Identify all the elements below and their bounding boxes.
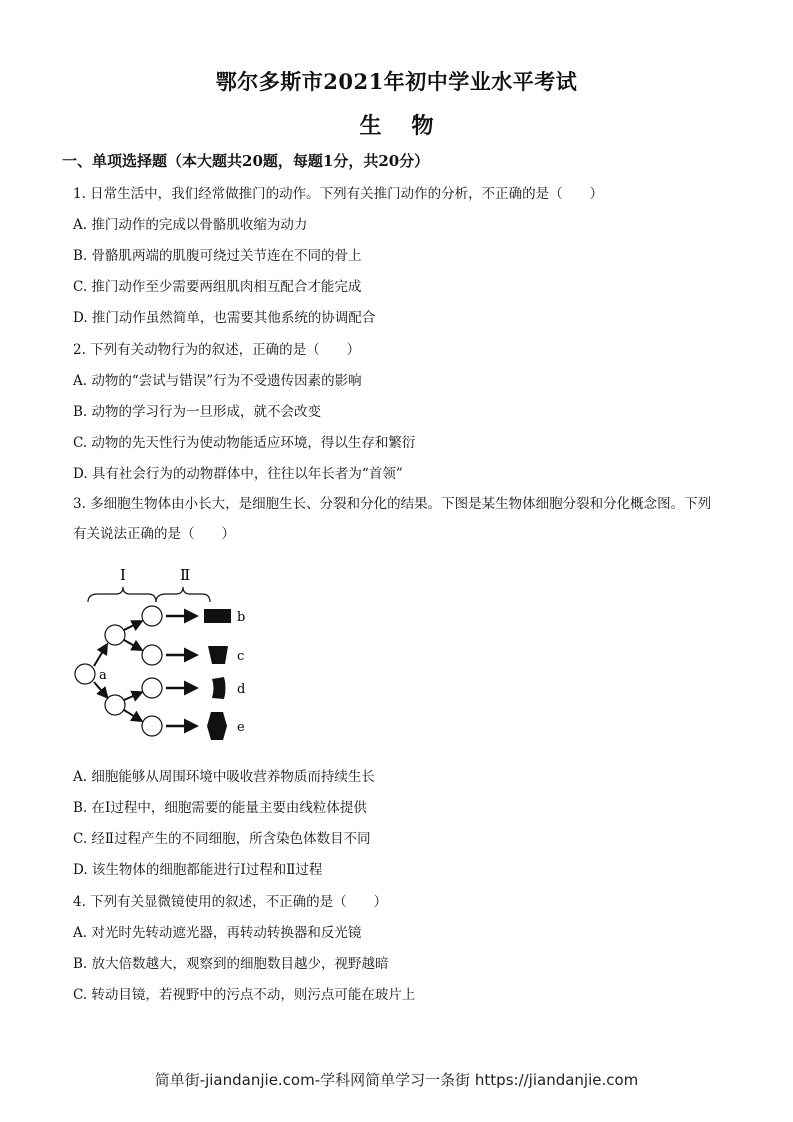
cell-4 xyxy=(142,716,162,736)
q2-option-c: C. 动物的先天性行为使动物能适应环境，得以生存和繁衍 xyxy=(73,435,416,451)
cell-upper xyxy=(105,625,125,645)
q2-option-a: A. 动物的“尝试与错误”行为不受遗传因素的影响 xyxy=(73,373,362,389)
exam-title: 鄂尔多斯市2021年初中学业水平考试 xyxy=(215,69,578,94)
q4-option-c: C. 转动目镜，若视野中的污点不动，则污点可能在玻片上 xyxy=(73,987,416,1003)
cell-a xyxy=(75,664,95,684)
cell-3 xyxy=(142,678,162,698)
label-I: Ⅰ xyxy=(120,566,126,584)
q3-option-d: D. 该生物体的细胞都能进行Ⅰ过程和Ⅱ过程 xyxy=(73,862,323,878)
q4-option-a: A. 对光时先转动遮光器，再转动转换器和反光镜 xyxy=(73,925,362,941)
arrow-a-upper xyxy=(94,646,106,666)
cell-d-shape xyxy=(212,677,226,699)
q2-stem: 2. 下列有关动物行为的叙述，正确的是（ ） xyxy=(73,342,361,358)
q3-option-a: A. 细胞能够从周围环境中吸收营养物质而持续生长 xyxy=(73,769,375,785)
cell-2 xyxy=(142,645,162,665)
q2-option-d: D. 具有社会行为的动物群体中，往往以年长者为“首领” xyxy=(73,466,403,482)
q4-stem: 4. 下列有关显微镜使用的叙述，不正确的是（ ） xyxy=(73,894,388,910)
cell-1 xyxy=(142,606,162,626)
label-a: a xyxy=(99,668,107,683)
q1-stem: 1. 日常生活中，我们经常做推门的动作。下列有关推门动作的分析，不正确的是（ ） xyxy=(73,186,604,202)
arrow-lower-3 xyxy=(124,693,140,700)
q3-option-c: C. 经Ⅱ过程产生的不同细胞，所含染色体数目不同 xyxy=(73,831,371,847)
q1-option-c: C. 推门动作至少需要两组肌肉相互配合才能完成 xyxy=(73,279,362,295)
cell-c-shape xyxy=(208,646,228,664)
section-heading: 一、单项选择题（本大题共20题，每题1分，共20分） xyxy=(62,152,430,170)
footer-watermark: 简单街-jiandanjie.com-学科网简单学习一条街 https://jiandanjie.com xyxy=(154,1071,639,1089)
label-II: Ⅱ xyxy=(180,566,191,584)
cell-lower xyxy=(105,695,125,715)
q1-option-d: D. 推门动作虽然简单，也需要其他系统的协调配合 xyxy=(73,310,376,326)
q1-option-a: A. 推门动作的完成以骨骼肌收缩为动力 xyxy=(73,217,308,233)
label-e: e xyxy=(237,720,245,735)
arrow-upper-1 xyxy=(124,622,140,630)
q3-stem: 3. 多细胞生物体由小长大，是细胞生长、分裂和分化的结果。下图是某生物体细胞分裂和分化概念图。下列有关说法正确的是（ ） xyxy=(73,496,712,542)
q3-option-b: B. 在Ⅰ过程中，细胞需要的能量主要由线粒体提供 xyxy=(73,800,367,816)
brace-II xyxy=(156,587,210,602)
label-c: c xyxy=(237,649,245,664)
brace-I xyxy=(88,587,156,602)
arrow-upper-2 xyxy=(124,640,140,649)
cell-division-diagram xyxy=(70,560,270,745)
cell-b-shape xyxy=(204,609,231,623)
cell-e-shape xyxy=(207,712,227,740)
arrow-lower-4 xyxy=(124,710,140,720)
q2-option-b: B. 动物的学习行为一旦形成，就不会改变 xyxy=(73,404,322,420)
subject-title: 生物 xyxy=(359,113,464,139)
label-d: d xyxy=(237,682,246,697)
q1-option-b: B. 骨骼肌两端的肌腹可绕过关节连在不同的骨上 xyxy=(73,248,362,264)
arrow-a-lower xyxy=(94,682,106,696)
q4-option-b: B. 放大倍数越大，观察到的细胞数目越少，视野越暗 xyxy=(73,956,389,972)
label-b: b xyxy=(237,610,246,625)
